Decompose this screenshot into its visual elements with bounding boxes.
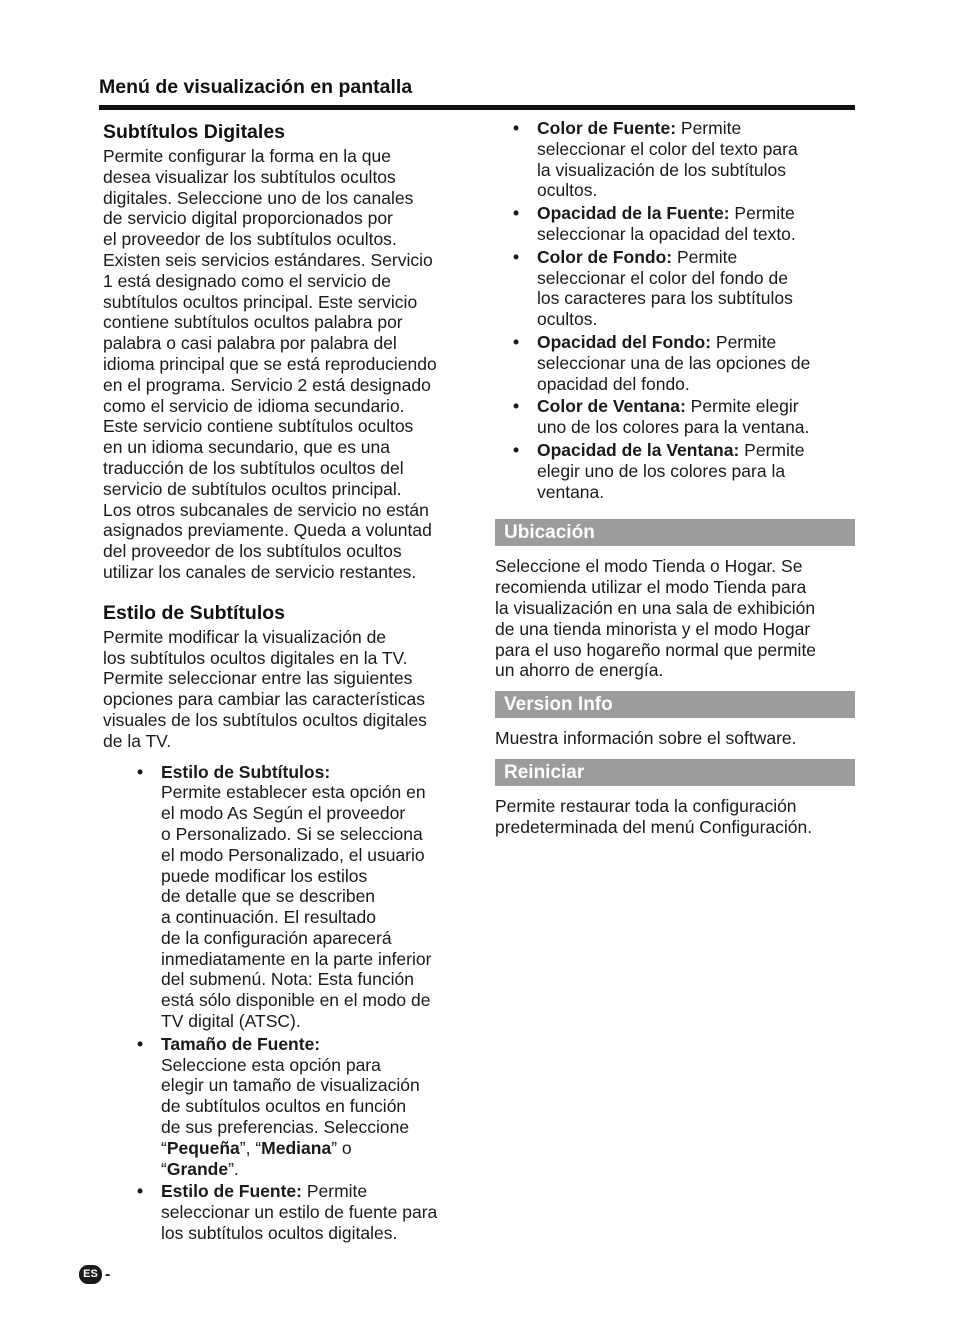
bullet-dot: • <box>513 118 520 138</box>
list-item <box>137 1181 473 1244</box>
language-badge-icon: ES <box>79 1265 102 1284</box>
list-item <box>513 118 857 201</box>
bullet-dot: • <box>513 439 520 460</box>
list-item <box>513 203 857 245</box>
page-title: Menú de visualización en pantalla <box>99 76 413 98</box>
bullet-dot: • <box>513 396 520 417</box>
bullet-text: Permite seleccionar un estilo de fuente para los subtítulos ocultos digitales. <box>161 1181 438 1244</box>
bullet-term: Opacidad de la Ventana: <box>537 439 740 460</box>
separator: ”, “ <box>239 1137 262 1158</box>
bullet-dot: • <box>513 331 520 352</box>
font-options-list <box>513 118 857 502</box>
bullet-dot: • <box>137 1181 144 1202</box>
bullet-text: Permite establecer esta opción en el modo As Según el proveedor o Personalizado. Si se selecciona el modo Personalizado, el usuario puede modificar los estilos de detalle que se describen a continuación. El resultado de la configuración aparecerá inmediatamente en la parte inferior del submenú. Nota: Esta función está sólo disponible en el modo de TV digital (ATSC). <box>161 782 432 1032</box>
section-bar-version-info: Version Info <box>495 691 855 718</box>
list-item <box>513 331 857 394</box>
page-footer <box>79 1265 110 1284</box>
bullet-term: Estilo de Fuente: <box>161 1181 302 1202</box>
separator: ”. <box>228 1158 239 1179</box>
section-bar-reiniciar: Reiniciar <box>495 759 855 786</box>
separator: ” o “ <box>161 1137 352 1179</box>
bullet-dot: • <box>513 246 520 267</box>
bullet-dot: • <box>137 761 144 782</box>
right-column <box>495 118 857 838</box>
section-title-estilo-subtitulos: Estilo de Subtítulos <box>103 601 286 624</box>
bullet-text: Permite elegir uno de los colores para la ventana. <box>537 396 810 438</box>
section-title-subtitulos-digitales: Subtítulos Digitales <box>103 121 286 143</box>
bullet-term: Estilo de Subtítulos: <box>161 761 331 782</box>
bullet-term: Color de Fondo: <box>537 246 673 267</box>
bullet-text: Permite seleccionar la opacidad del texto. <box>537 203 796 244</box>
list-item <box>513 246 857 330</box>
bullet-term: Opacidad del Fondo: <box>537 331 712 352</box>
estilo-options-list <box>137 761 473 1244</box>
option-pequena: Pequeña <box>166 1137 240 1158</box>
option-mediana: Mediana <box>261 1137 332 1158</box>
subtitulos-digitales-text: Permite configurar la forma en la que desea visualizar los subtítulos ocultos digitales. Seleccione uno de los canales de servicio digital proporcionados por el proveedor de los subtítulos ocultos. Existen seis servicios estándares. Servicio 1 está designado como el servicio de subtítulos ocultos principal. Este servicio contiene subtítulos ocultos palabra por palabra o casi palabra por palabra del idioma principal que se está reproduciendo en el programa. Servicio 2 está designado como el servicio de idioma secundario. Este servicio contiene subtítulos ocultos en un idioma secundario, que es una traducción de los subtítulos ocultos del servicio de subtítulos ocultos principal. Los otros subcanales de servicio no están asignados previamente. Queda a voluntad del proveedor de los subtítulos ocultos utilizar los canales de servicio restantes. <box>103 146 437 582</box>
estilo-subtitulos-text: Permite modificar la visualización de los subtítulos ocultos digitales en la TV. Permite seleccionar entre las siguientes opciones para cambiar las características visuales de los subtítulos ocultos digitales de la TV. <box>103 626 427 751</box>
bullet-term: Color de Ventana: <box>537 396 686 417</box>
version-info-text: Muestra información sobre el software. <box>495 728 797 749</box>
page-number-dash: - <box>105 1265 111 1283</box>
header-rule <box>99 105 855 110</box>
list-item <box>137 761 473 1032</box>
bullet-term: Opacidad de la Fuente: <box>537 203 730 224</box>
bullet-text: Permite seleccionar una de las opciones de opacidad del fondo. <box>537 331 811 394</box>
bullet-text: Permite seleccionar el color del fondo de los caracteres para los subtítulos ocultos. <box>537 246 793 330</box>
section-bar-ubicacion: Ubicación <box>495 519 855 546</box>
list-item <box>513 439 857 502</box>
bullet-text: Permite elegir uno de los colores para la ventana. <box>537 439 805 502</box>
option-grande: Grande <box>166 1158 229 1179</box>
bullet-dot: • <box>513 203 520 224</box>
ubicacion-text: Seleccione el modo Tienda o Hogar. Se recomienda utilizar el modo Tienda para la visualización en una sala de exhibición de una tienda minorista y el modo Hogar para el uso hogareño normal que permite un ahorro de energía. <box>495 556 817 681</box>
bullet-text: Permite seleccionar el color del texto para la visualización de los subtítulos ocultos. <box>537 118 798 201</box>
list-item <box>137 1033 473 1180</box>
bullet-dot: • <box>137 1033 144 1054</box>
bullet-term: Tamaño de Fuente: <box>161 1033 321 1054</box>
left-column <box>103 118 473 1246</box>
bullet-text: Seleccione esta opción para elegir un tamaño de visualización de subtítulos ocultos en función de sus preferencias. Seleccione “ <box>161 1054 420 1158</box>
bullet-term: Color de Fuente: <box>537 118 677 138</box>
reiniciar-text: Permite restaurar toda la configuración predeterminada del menú Configuración. <box>495 795 813 837</box>
list-item <box>513 396 857 438</box>
